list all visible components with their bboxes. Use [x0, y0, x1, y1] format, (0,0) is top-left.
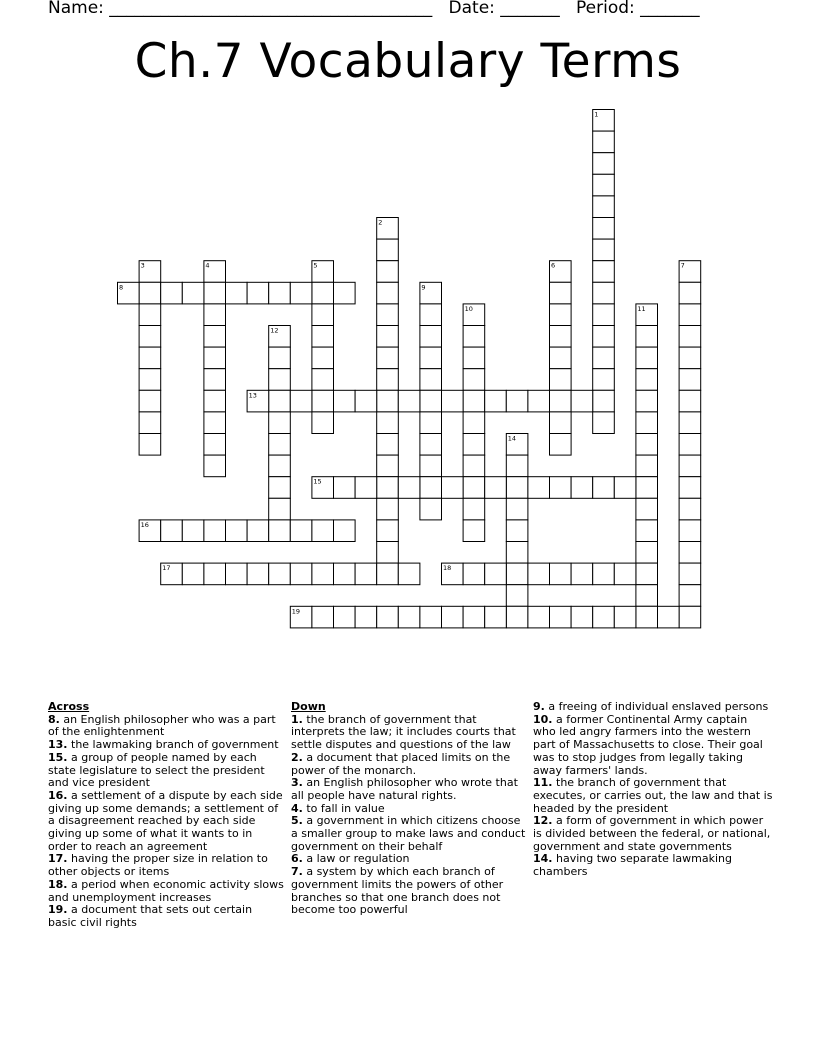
grid-cell[interactable] — [506, 520, 528, 542]
grid-cell[interactable] — [139, 282, 161, 304]
grid-cell[interactable] — [377, 542, 399, 564]
grid-cell[interactable] — [550, 477, 572, 499]
clue-number: 18. — [48, 877, 68, 891]
grid-cell[interactable] — [679, 585, 701, 607]
grid-cell[interactable] — [593, 477, 615, 499]
clue-number: 14 — [507, 434, 517, 443]
grid-cell[interactable] — [377, 390, 399, 412]
grid-cell[interactable] — [398, 606, 420, 628]
across-list — [48, 714, 284, 930]
grid-cell[interactable] — [377, 434, 399, 456]
grid-cell[interactable] — [204, 282, 226, 304]
grid-cell[interactable] — [679, 412, 701, 434]
clue-text: a system by which each branch of government limits the powers of other branches so that one branch does not become too powerful — [291, 865, 504, 917]
grid-cell[interactable] — [614, 563, 636, 585]
grid-cell[interactable] — [485, 390, 507, 412]
grid-cell[interactable] — [463, 477, 485, 499]
grid-cell[interactable] — [636, 520, 658, 542]
down-clues — [291, 701, 527, 917]
grid-cell[interactable] — [377, 261, 399, 283]
clue-text: the branch of government that executes, or carries out, the law and that is headed by the president — [533, 776, 773, 815]
grid-cell[interactable] — [593, 131, 615, 153]
grid-cell[interactable] — [636, 477, 658, 499]
clue-number: 2. — [291, 750, 303, 764]
clue-item — [48, 752, 284, 790]
grid-cell[interactable] — [334, 520, 356, 542]
across-heading: Across — [48, 700, 90, 713]
clue-text: a former Continental Army captain who led angry farmers into the western part of Massachusetts to close. Their goal was to stop judges from legally taking away farmers' lands. — [533, 712, 763, 777]
grid-cell[interactable] — [679, 282, 701, 304]
grid-cell[interactable] — [506, 542, 528, 564]
grid-cell[interactable] — [593, 390, 615, 412]
grid-cell[interactable] — [377, 369, 399, 391]
grid-cell[interactable] — [506, 390, 528, 412]
grid-cell[interactable] — [247, 520, 269, 542]
clue-number: 12. — [533, 814, 553, 828]
grid-cell[interactable] — [506, 606, 528, 628]
grid-cell[interactable] — [636, 326, 658, 348]
grid-cell[interactable] — [550, 412, 572, 434]
grid-cell[interactable] — [269, 477, 291, 499]
grid-cell[interactable] — [463, 434, 485, 456]
clue-number: 17. — [48, 852, 68, 866]
grid-cell[interactable] — [463, 606, 485, 628]
grid-cell[interactable] — [269, 282, 291, 304]
clue-number: 13. — [48, 738, 68, 752]
grid-cell[interactable] — [463, 498, 485, 520]
grid-cell[interactable] — [463, 390, 485, 412]
clue-number: 7. — [291, 865, 303, 879]
grid-cell[interactable] — [377, 520, 399, 542]
grid-cell[interactable] — [636, 412, 658, 434]
grid-cell[interactable] — [571, 390, 593, 412]
grid-cell[interactable] — [463, 412, 485, 434]
grid-cell[interactable] — [377, 412, 399, 434]
grid-cell[interactable] — [636, 347, 658, 369]
grid-cell[interactable] — [269, 412, 291, 434]
grid-cell[interactable] — [226, 563, 248, 585]
clue-number: 10 — [464, 304, 473, 313]
clue-number: 2 — [378, 218, 383, 227]
grid-cell[interactable] — [550, 369, 572, 391]
grid-cell[interactable] — [355, 606, 377, 628]
clue-text: an English philosopher who was a part of the enlightenment — [48, 712, 276, 739]
clue-text: a freeing of individual enslaved persons — [548, 700, 769, 713]
grid-cell[interactable] — [312, 606, 334, 628]
clue-text: a law or regulation — [306, 852, 410, 866]
grid-cell[interactable] — [442, 606, 464, 628]
grid-cell[interactable] — [636, 606, 658, 628]
grid-cell[interactable] — [528, 477, 550, 499]
clue-text: having two separate lawmaking chambers — [533, 852, 732, 879]
grid-cell[interactable] — [506, 477, 528, 499]
grid-cell[interactable] — [593, 347, 615, 369]
grid-cell[interactable] — [312, 563, 334, 585]
grid-cell[interactable] — [269, 563, 291, 585]
grid-cell[interactable] — [506, 563, 528, 585]
clue-number: 10. — [533, 712, 553, 726]
page-title: Ch.7 Vocabulary Terms — [134, 34, 682, 89]
grid-cell[interactable] — [355, 477, 377, 499]
grid-cell[interactable] — [679, 455, 701, 477]
clue-number: 15. — [48, 750, 68, 764]
grid-cell[interactable] — [312, 520, 334, 542]
grid-cell[interactable] — [420, 412, 442, 434]
clue-text: a settlement of a dispute by each side giving up some demands; a settlement of a disagreement reached by each side giving up some of what it wants to in order to reach an agreement — [48, 788, 283, 853]
grid-cell[interactable] — [636, 369, 658, 391]
grid-cell[interactable] — [139, 390, 161, 412]
grid-cell[interactable] — [636, 434, 658, 456]
grid-cell[interactable] — [636, 563, 658, 585]
grid-cell[interactable] — [593, 326, 615, 348]
clue-number: 6. — [291, 852, 303, 866]
clue-number: 18 — [443, 564, 452, 573]
grid-cell[interactable] — [377, 326, 399, 348]
grid-cell[interactable] — [463, 455, 485, 477]
clue-text: having the proper size in relation to other objects or items — [48, 852, 268, 879]
grid-cell[interactable] — [571, 477, 593, 499]
grid-cell[interactable] — [334, 282, 356, 304]
down-heading: Down — [291, 700, 326, 713]
grid-cell[interactable] — [182, 282, 204, 304]
down-clues-continued — [533, 701, 773, 879]
grid-cell[interactable] — [679, 520, 701, 542]
grid-cell[interactable] — [312, 347, 334, 369]
grid-cell[interactable] — [679, 606, 701, 628]
grid-cell[interactable] — [420, 304, 442, 326]
clue-item — [48, 790, 284, 854]
grid-cell[interactable] — [420, 455, 442, 477]
period-blank[interactable]: _______ — [640, 0, 700, 18]
grid-cell[interactable] — [204, 520, 226, 542]
clue-number: 8 — [119, 283, 124, 292]
grid-cell[interactable] — [593, 218, 615, 240]
grid-cell[interactable] — [290, 390, 312, 412]
clue-number: 13 — [248, 391, 257, 400]
clue-number: 3. — [291, 776, 303, 790]
grid-cell[interactable] — [550, 304, 572, 326]
grid-cell[interactable] — [636, 542, 658, 564]
grid-cell[interactable] — [161, 520, 183, 542]
grid-cell[interactable] — [636, 455, 658, 477]
grid-cell[interactable] — [204, 563, 226, 585]
grid-cell[interactable] — [204, 455, 226, 477]
clue-number: 9 — [421, 283, 426, 292]
clue-item — [48, 879, 284, 904]
grid-cell[interactable] — [679, 563, 701, 585]
grid-cell[interactable] — [593, 261, 615, 283]
grid-cell[interactable] — [463, 347, 485, 369]
grid-cell[interactable] — [571, 563, 593, 585]
grid-cell[interactable] — [139, 434, 161, 456]
grid-cell[interactable] — [506, 498, 528, 520]
grid-cell[interactable] — [420, 369, 442, 391]
clue-text: an English philosopher who wrote that all people have natural rights. — [291, 776, 518, 802]
grid-cell[interactable] — [550, 606, 572, 628]
clue-text: the branch of government that interprets the law; it includes courts that settle disputes and questions of the law — [291, 712, 516, 752]
grid-cell[interactable] — [312, 326, 334, 348]
grid-cell[interactable] — [204, 412, 226, 434]
grid-cell[interactable] — [593, 239, 615, 261]
grid-cell[interactable] — [550, 434, 572, 456]
clue-item — [533, 714, 773, 778]
clue-item — [533, 815, 773, 853]
grid-cell[interactable] — [550, 563, 572, 585]
grid-cell[interactable] — [377, 563, 399, 585]
clue-number: 17 — [162, 564, 171, 573]
clue-text: a form of government in which power is divided between the federal, or national, government and state governments — [533, 814, 771, 853]
grid-cell[interactable] — [398, 477, 420, 499]
grid-cell[interactable] — [377, 304, 399, 326]
clue-text: a document that sets out certain basic civil rights — [48, 903, 253, 929]
grid-cell[interactable] — [334, 390, 356, 412]
clue-text: to fall in value — [306, 801, 385, 815]
grid-cell[interactable] — [269, 390, 291, 412]
clue-number: 5 — [313, 261, 318, 270]
grid-cell[interactable] — [679, 542, 701, 564]
grid-cell[interactable] — [420, 434, 442, 456]
grid-cell[interactable] — [593, 606, 615, 628]
clue-text: a period when economic activity slows and unemployment increases — [48, 877, 284, 904]
clue-text: a document that placed limits on the power of the monarch. — [291, 750, 511, 777]
grid-cell[interactable] — [593, 174, 615, 196]
grid-cell[interactable] — [636, 390, 658, 412]
grid-cell[interactable] — [550, 326, 572, 348]
clue-number: 11 — [637, 304, 646, 313]
grid-cell[interactable] — [679, 369, 701, 391]
clue-number: 19. — [48, 903, 68, 917]
grid-cell[interactable] — [528, 563, 550, 585]
grid-cell[interactable] — [139, 326, 161, 348]
clue-item — [291, 752, 527, 777]
grid-cell[interactable] — [312, 304, 334, 326]
grid-cell[interactable] — [636, 585, 658, 607]
grid-cell[interactable] — [247, 563, 269, 585]
grid-cell[interactable] — [593, 196, 615, 218]
grid-cell[interactable] — [550, 390, 572, 412]
grid-cell[interactable] — [204, 434, 226, 456]
grid-cell[interactable] — [614, 477, 636, 499]
clue-item — [291, 866, 527, 917]
grid-cell[interactable] — [463, 369, 485, 391]
grid-cell[interactable] — [161, 282, 183, 304]
date-blank[interactable]: _______ — [500, 0, 560, 18]
grid-cell[interactable] — [377, 347, 399, 369]
clue-number: 16 — [140, 520, 149, 529]
clue-text: the lawmaking branch of government — [71, 738, 279, 752]
grid-cell[interactable] — [485, 563, 507, 585]
grid-cell[interactable] — [550, 282, 572, 304]
name-blank[interactable]: ______________________________________ — [109, 0, 433, 18]
grid-cell[interactable] — [334, 477, 356, 499]
grid-cell[interactable] — [290, 282, 312, 304]
grid-cell[interactable] — [442, 477, 464, 499]
grid-cell[interactable] — [226, 520, 248, 542]
grid-cell[interactable] — [593, 412, 615, 434]
grid-cell[interactable] — [312, 282, 334, 304]
grid-cell[interactable] — [312, 412, 334, 434]
grid-cell[interactable] — [204, 347, 226, 369]
grid-cell[interactable] — [485, 606, 507, 628]
grid-cell[interactable] — [420, 390, 442, 412]
grid-cell[interactable] — [463, 520, 485, 542]
grid-cell[interactable] — [636, 498, 658, 520]
grid-cell[interactable] — [593, 369, 615, 391]
clue-number: 1 — [594, 110, 599, 119]
clue-item — [291, 815, 527, 853]
clue-number: 8. — [48, 712, 60, 726]
grid-cell[interactable] — [463, 326, 485, 348]
grid-cell[interactable] — [679, 498, 701, 520]
grid-cell[interactable] — [463, 563, 485, 585]
grid-cell[interactable] — [334, 563, 356, 585]
grid-cell[interactable] — [420, 347, 442, 369]
grid-cell[interactable] — [290, 563, 312, 585]
grid-cell[interactable] — [593, 563, 615, 585]
grid-cell[interactable] — [182, 520, 204, 542]
clue-text: a group of people named by each state legislature to select the president and vice president — [48, 750, 265, 790]
grid-cell[interactable] — [377, 606, 399, 628]
grid-cell[interactable] — [679, 326, 701, 348]
grid-cell[interactable] — [312, 369, 334, 391]
grid-cell[interactable] — [593, 304, 615, 326]
grid-cell[interactable] — [269, 369, 291, 391]
grid-cell[interactable] — [269, 347, 291, 369]
down-list — [291, 714, 527, 917]
grid-cell[interactable] — [355, 563, 377, 585]
grid-cell[interactable] — [269, 455, 291, 477]
clue-text: a government in which citizens choose a smaller group to make laws and conduct government on their behalf — [291, 814, 526, 853]
grid-cell[interactable] — [139, 412, 161, 434]
grid-cell[interactable] — [571, 606, 593, 628]
grid-cell[interactable] — [614, 606, 636, 628]
grid-cell[interactable] — [269, 434, 291, 456]
clue-item — [291, 777, 527, 802]
grid-cell[interactable] — [442, 390, 464, 412]
grid-cell[interactable] — [312, 390, 334, 412]
grid-cell[interactable] — [247, 282, 269, 304]
clue-number: 12 — [270, 326, 279, 335]
clue-number: 6 — [551, 261, 556, 270]
clue-number: 7 — [680, 261, 685, 270]
grid-cell[interactable] — [269, 520, 291, 542]
grid-cell[interactable] — [377, 498, 399, 520]
down-list-continued — [533, 701, 773, 879]
clue-item — [533, 777, 773, 815]
clue-number: 9. — [533, 700, 545, 713]
date-label: Date: — [448, 0, 495, 18]
grid-cell[interactable] — [593, 282, 615, 304]
grid-cell[interactable] — [420, 606, 442, 628]
clue-number: 11. — [533, 776, 553, 790]
across-clues — [48, 701, 284, 930]
grid-cell[interactable] — [398, 390, 420, 412]
grid-cell[interactable] — [204, 326, 226, 348]
grid-cell[interactable] — [506, 585, 528, 607]
clue-item — [48, 714, 284, 739]
clue-number: 4 — [205, 261, 210, 270]
grid-cell[interactable] — [593, 153, 615, 175]
clue-number: 4. — [291, 801, 303, 815]
grid-cell[interactable] — [269, 498, 291, 520]
grid-cell[interactable] — [679, 347, 701, 369]
grid-cell[interactable] — [528, 390, 550, 412]
grid-cell[interactable] — [398, 563, 420, 585]
grid-cell[interactable] — [528, 606, 550, 628]
grid-cells — [118, 110, 701, 628]
grid-cell[interactable] — [420, 477, 442, 499]
grid-cell[interactable] — [334, 606, 356, 628]
grid-cell[interactable] — [377, 455, 399, 477]
grid-cell[interactable] — [679, 304, 701, 326]
clue-item — [533, 853, 773, 878]
grid-cell[interactable] — [355, 390, 377, 412]
grid-cell[interactable] — [226, 282, 248, 304]
grid-cell[interactable] — [679, 434, 701, 456]
grid-cell[interactable] — [420, 326, 442, 348]
grid-cell[interactable] — [204, 304, 226, 326]
clue-item — [48, 904, 284, 929]
grid-cell[interactable] — [377, 282, 399, 304]
grid-cell[interactable] — [550, 347, 572, 369]
grid-cell[interactable] — [506, 455, 528, 477]
grid-cell[interactable] — [377, 239, 399, 261]
grid-cell[interactable] — [290, 520, 312, 542]
clue-number: 16. — [48, 788, 68, 802]
clue-number: 1. — [291, 712, 303, 726]
grid-cell[interactable] — [377, 477, 399, 499]
grid-cell[interactable] — [658, 606, 680, 628]
clue-number: 19 — [291, 607, 301, 616]
grid-cell[interactable] — [139, 347, 161, 369]
clue-item — [291, 714, 527, 752]
clue-number: 5. — [291, 814, 303, 828]
clue-number: 14. — [533, 852, 553, 866]
grid-cell[interactable] — [204, 390, 226, 412]
clue-number: 15 — [313, 477, 322, 486]
grid-cell[interactable] — [139, 369, 161, 391]
name-label: Name: — [48, 0, 104, 18]
clue-number: 3 — [140, 261, 145, 270]
grid-cell[interactable] — [204, 369, 226, 391]
grid-cell[interactable] — [139, 304, 161, 326]
grid-cell[interactable] — [182, 563, 204, 585]
grid-cell[interactable] — [420, 498, 442, 520]
grid-cell[interactable] — [485, 477, 507, 499]
grid-cell[interactable] — [679, 390, 701, 412]
grid-cell[interactable] — [679, 477, 701, 499]
clue-item — [48, 853, 284, 878]
period-label: Period: — [576, 0, 635, 18]
